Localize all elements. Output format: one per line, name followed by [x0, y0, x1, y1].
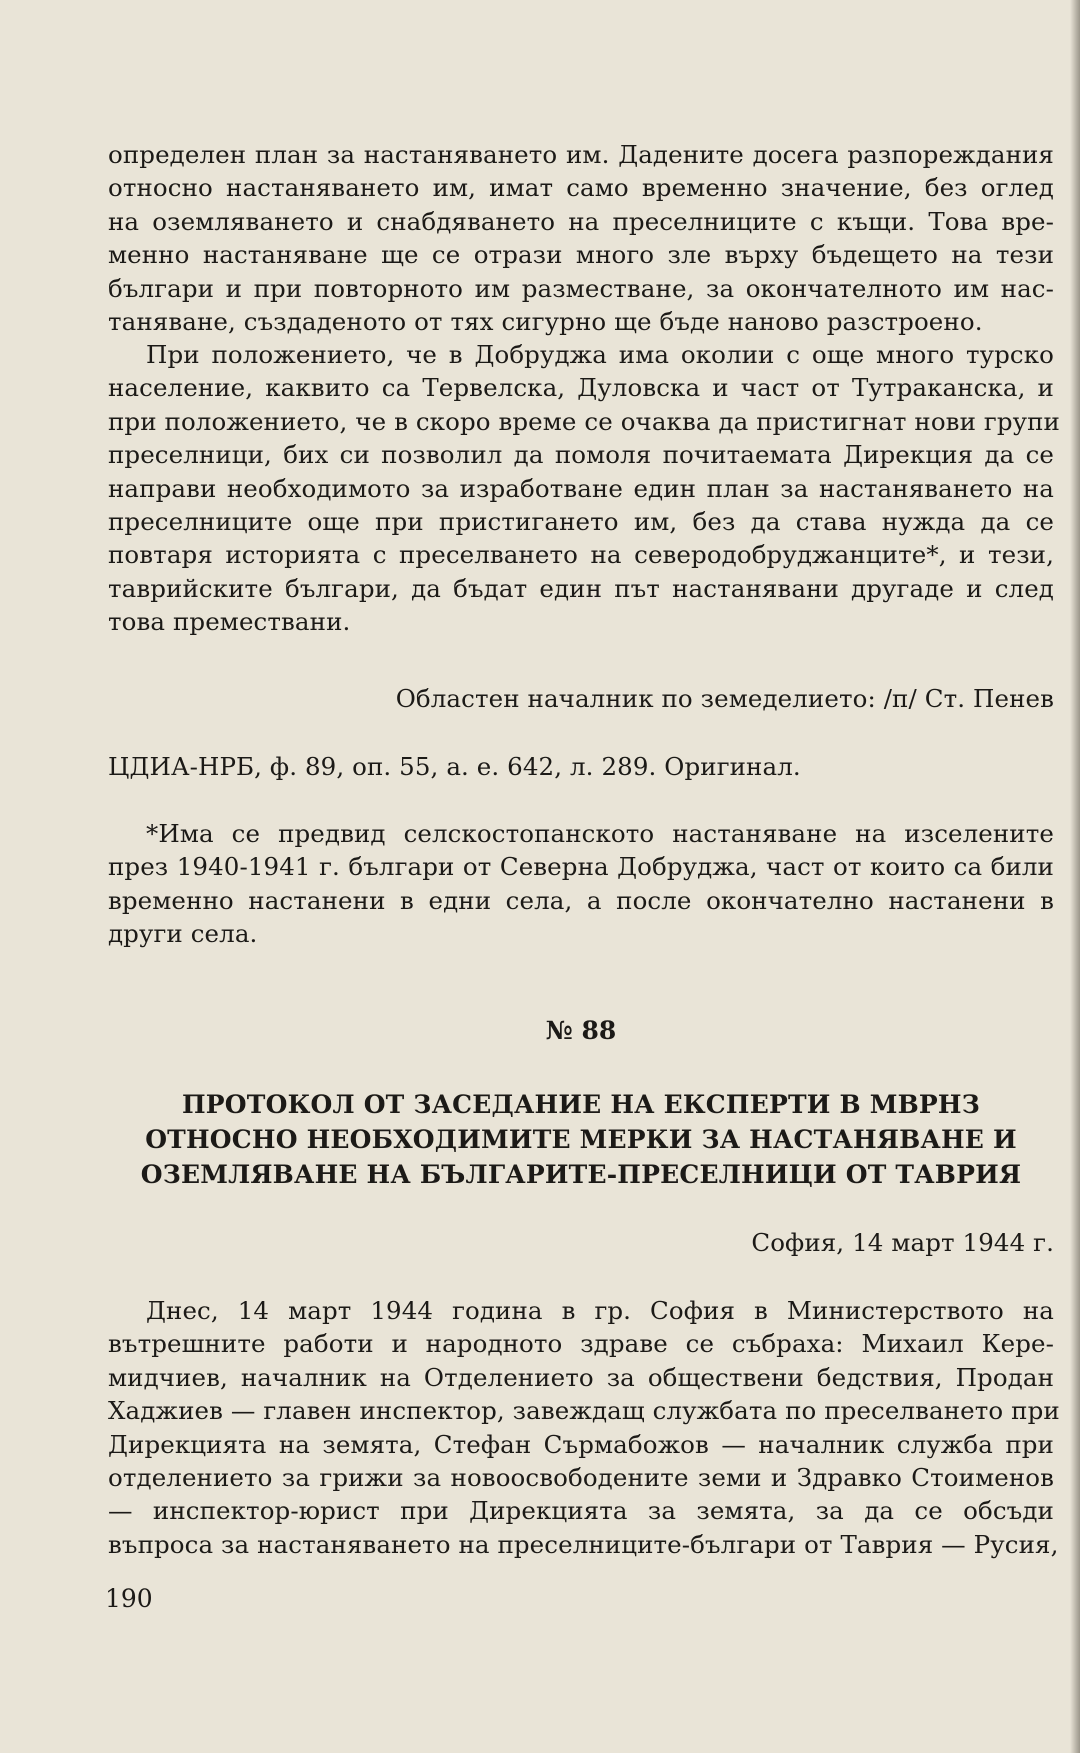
text-line: направи необходимото за изработване един план за настаняването на	[108, 473, 1054, 503]
text-line: българи и при повторното им разместване, за окончателното им нас-	[108, 273, 1054, 303]
archive-reference	[108, 750, 1054, 783]
footnote-line: *Има се предвид селскостопанското настаняване на изселените	[146, 819, 1054, 848]
signature-line	[108, 682, 1054, 715]
document-title	[108, 1087, 1054, 1192]
text-line: таврийските българи, да бъдат един път настанявани другаде и след	[108, 573, 1054, 603]
footnote-line: през 1940-1941 г. българи от Северна Добруджа, част от които са били	[108, 852, 1054, 882]
text-line: мидчиев, началник на Отделението за обществени бедствия, Продан	[108, 1362, 1054, 1392]
document-number-text: № 88	[545, 1016, 617, 1045]
footnote-line: временно настанени в едни села, а после окончателно настанени в	[108, 885, 1054, 915]
paragraph-continuation	[108, 138, 1054, 338]
document-number	[108, 1016, 1054, 1045]
page-number: 190	[105, 1584, 153, 1613]
text-line: отделението за грижи за новоосвободените земи и Здравко Стоименов	[108, 1463, 1054, 1493]
text-line: определен план за настаняването им. Дадените досега разпореждания	[108, 140, 1054, 169]
text-line: вътрешните работи и народното здраве се събраха: Михаил Кере-	[108, 1329, 1054, 1359]
text-line: на оземляването и снабдяването на преселниците с къщи. Това вре-	[108, 206, 1054, 236]
text-line: относно настаняването им, имат само временно значение, без оглед	[108, 173, 1054, 203]
archive-ref-text: ЦДИА-НРБ, ф. 89, оп. 55, а. е. 642, л. 289. Оригинал.	[108, 752, 801, 781]
place-date-text: София, 14 март 1944 г.	[751, 1228, 1054, 1257]
title-line: ОТНОСНО НЕОБХОДИМИТЕ МЕРКИ ЗА НАСТАНЯВАНЕ И	[145, 1125, 1017, 1154]
title-line: ОЗЕМЛЯВАНЕ НА БЪЛГАРИТЕ-ПРЕСЕЛНИЦИ ОТ ТАВРИЯ	[140, 1160, 1022, 1189]
signature: Областен началник по земеделието: /п/ Ст. Пенев	[395, 684, 1054, 713]
text-line: при положението, че в скоро време се очаква да пристигнат нови групи	[108, 406, 1060, 436]
text-line: Днес, 14 март 1944 година в гр. София в Министерството на	[146, 1296, 1054, 1325]
text-line: въпроса за настаняването на преселниците-българи от Таврия — Русия,	[108, 1529, 1059, 1559]
text-line: повтаря историята с преселването на северодобруджанците*, и тези,	[108, 540, 1054, 570]
text-line: — инспектор-юрист при Дирекцията за земята, за да се обсъди	[108, 1496, 1054, 1526]
text-line: преселници, бих си позволил да помоля почитаемата Дирекция да се	[108, 440, 1054, 470]
title-line: ПРОТОКОЛ ОТ ЗАСЕДАНИЕ НА ЕКСПЕРТИ В МВРНЗ	[182, 1090, 980, 1119]
footnote	[108, 817, 1054, 951]
text-line: преселниците още при пристигането им, без да става нужда да се	[108, 507, 1054, 537]
paragraph-request	[108, 338, 1060, 639]
text-line: При положението, че в Добруджа има околии с още много турско	[146, 340, 1054, 369]
text-line: Дирекцията на земята, Стефан Сърмабожов — началник служба при	[108, 1429, 1054, 1459]
text-line: това премествани.	[108, 607, 351, 637]
text-line: население, каквито са Тервелска, Дуловска и част от Тутраканска, и	[108, 373, 1054, 403]
text-line: таняване, създаденото от тях сигурно ще бъде наново разстроено.	[108, 307, 983, 337]
footnote-line: други села.	[108, 919, 258, 949]
paragraph-protocol	[108, 1294, 1060, 1561]
text-line: менно настаняване ще се отрази много зле върху бъдещето на тези	[108, 240, 1054, 270]
place-date	[108, 1226, 1054, 1259]
text-line: Хаджиев — главен инспектор, завеждащ службата по преселването при	[108, 1396, 1060, 1426]
